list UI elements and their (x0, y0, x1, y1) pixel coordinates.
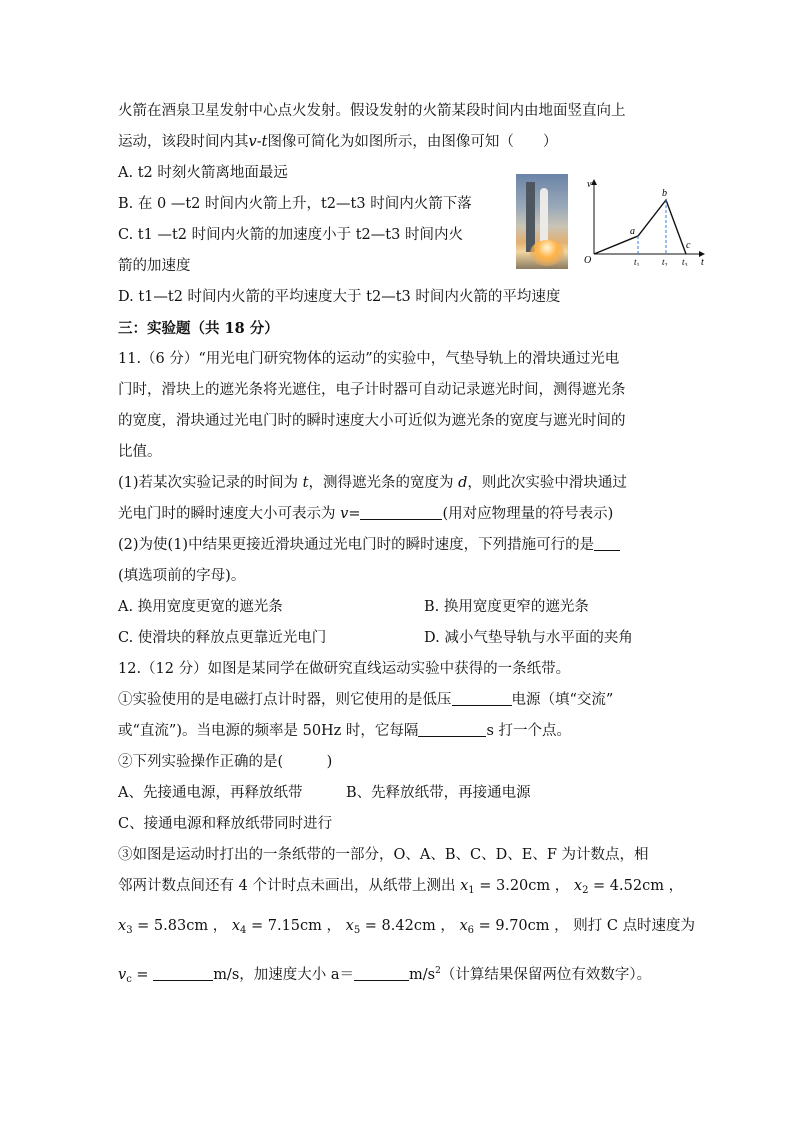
q10-option-c: C. t1 —t2 时间内火箭的加速度小于 t2—t3 时间内火 (118, 227, 463, 243)
tick-t3-label: $t_3$ (682, 257, 688, 266)
q12-option-a: A、先接通电源，再释放纸带 (118, 785, 303, 801)
q11-option-b: B. 换用宽度更窄的遮光条 (424, 599, 589, 615)
origin-label: O (584, 255, 592, 266)
q11-part-2: (2)为使(1)中结果更接近滑块通过光电门时的瞬时速度，下列措施可行的是 (118, 530, 688, 561)
question-11 (118, 344, 688, 654)
rocket-body (540, 188, 548, 246)
q12-line-1: 12.（12 分）如图是某同学在做研究直线运动实验中获得的一条纸带。 (118, 661, 571, 677)
q12-line-8: $v_c = m/s$，加速度大小 $a= m/s^2$（计算结果保留两位有效数字）。 (118, 966, 652, 985)
q10-line-2: 运动，该段时间内其v-t图像可简化为如图所示，由图像可知（ ） (118, 134, 558, 150)
q12-option-c: C、接通电源和释放纸带同时进行 (118, 816, 333, 832)
q11-part-2-cont: (填选项前的字母)。 (118, 568, 246, 584)
point-c-label: c (686, 240, 691, 251)
v-t-line (594, 200, 686, 254)
measure-answer-blank[interactable] (594, 536, 620, 551)
q11-part-1: (1)若某次实验记录的时间为 t，测得遮光条的宽度为 d，则此次实验中滑块通过 (118, 475, 627, 491)
q11-line-3: 的宽度，滑块通过光电门时的瞬时速度大小可近似为遮光条的宽度与遮光时间的 (118, 413, 626, 429)
q11-line-2: 门时，滑块上的遮光条将光遮住，电子计时器可自动记录遮光时间，测得遮光条 (118, 382, 626, 398)
q12-line-2: ①实验使用的是电磁打点计时器，则它使用的是低压 电源（填“交流” (118, 692, 614, 708)
point-a-label: a (630, 226, 635, 237)
acceleration-blank[interactable] (354, 966, 409, 981)
q12-line-3: 或“直流”)。当电源的频率是 50Hz 时，它每隔 s 打一个点。 (118, 723, 571, 739)
q12-line-6: 邻两计数点间还有 4 个计时点未画出，从纸带上测出 $x_1 = 3.20cm$ ， $x_2 = 4.52cm$ ， (118, 878, 684, 896)
tick-t1-label: $t_1$ (634, 257, 640, 266)
t-axis-label: t (701, 257, 704, 266)
q12-option-b: B、先释放纸带，再接通电源 (345, 785, 531, 801)
section-3-heading: 三：实验题（共 18 分） (118, 320, 279, 337)
q11-options-ab (118, 592, 688, 623)
v-axis-label: v (587, 179, 592, 190)
q11-option-d: D. 减小气垫导轨与水平面的夹角 (424, 630, 633, 646)
point-b-label: b (662, 188, 667, 199)
q12-line-5: ③如图是运动时打出的一条纸带的一部分，O、A、B、C、D、E、F 为计数点，相 (118, 847, 649, 863)
launch-tower (526, 182, 535, 252)
interval-blank[interactable] (418, 722, 486, 737)
q11-options-cd (118, 623, 688, 654)
rocket-launch-photo (516, 174, 568, 269)
q11-option-a: A. 换用宽度更宽的遮光条 (118, 599, 283, 615)
question-12 (118, 654, 696, 1000)
q11-option-c: C. 使滑块的释放点更靠近光电门 (118, 630, 327, 646)
q10-option-c-cont: 箭的加速度 (118, 258, 191, 274)
q11-line-4: 比值。 (118, 444, 162, 460)
page-content (118, 96, 704, 1000)
q10-option-d: D. t1—t2 时间内火箭的平均速度大于 t2—t3 时间内火箭的平均速度 (118, 289, 561, 305)
q10-option-b: B. 在 0 —t2 时间内火箭上升，t2—t3 时间内火箭下落 (118, 196, 472, 212)
v-t-graph (580, 174, 708, 266)
q10-option-a: A. t2 时刻火箭离地面最远 (118, 165, 288, 181)
power-type-blank[interactable] (452, 691, 512, 706)
tick-t2-label: $t_2$ (662, 257, 668, 266)
velocity-answer-blank[interactable] (360, 505, 442, 520)
q12-options-ab (118, 778, 688, 809)
c-velocity-blank[interactable] (153, 966, 213, 981)
question-10 (118, 96, 704, 313)
q12-line-4: ②下列实验操作正确的是( ) (118, 754, 333, 770)
q12-line-7: $x_3 = 5.83cm$ ， $x_4 = 7.15cm$ ， $x_5 = 8.42cm$ ， $x_6 = 9.70cm$ ， 则打 C 点时速度为 (118, 918, 696, 936)
q11-part-1-cont: 光电门时的瞬时速度大小可表示为 v= (用对应物理量的符号表示) (118, 506, 614, 522)
q10-line-1: 火箭在酒泉卫星发射中心点火发射。假设发射的火箭某段时间内由地面竖直向上 (118, 103, 626, 119)
q11-line-1: 11.（6 分）“用光电门研究物体的运动”的实验中，气垫导轨上的滑块通过光电 (118, 351, 620, 367)
rocket-flame (530, 240, 564, 266)
